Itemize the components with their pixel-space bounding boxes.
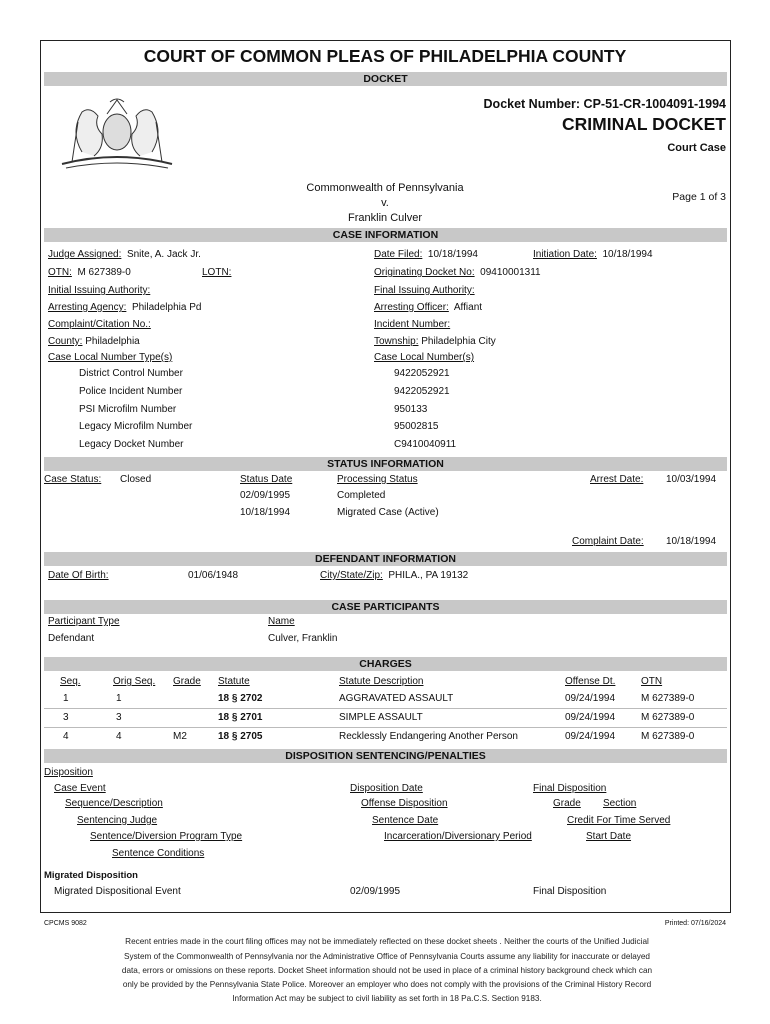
city-state-zip xyxy=(320,570,468,581)
docket-type: CRIMINAL DOCKET xyxy=(562,114,726,134)
charge-header-orig-seq: Orig Seq. xyxy=(113,676,156,687)
initiation-label: Initiation Date: xyxy=(533,249,597,260)
local-number: 950133 xyxy=(394,404,428,415)
charge-seq: 1 xyxy=(63,693,69,704)
docket-number: Docket Number: CP-51-CR-1004091-1994 xyxy=(483,97,726,111)
local-type: Legacy Docket Number xyxy=(79,439,184,450)
county-label: County: xyxy=(48,336,83,347)
sentence-conditions-label: Sentence Conditions xyxy=(112,848,205,859)
processing-status: Completed xyxy=(337,490,386,501)
page-indicator: Page 1 of 3 xyxy=(672,191,726,203)
local-type: Police Incident Number xyxy=(79,386,183,397)
charge-header-grade: Grade xyxy=(173,676,201,687)
disclaimer-line: Recent entries made in the court filing offices may not be immediately reflected on these docket sheets . Neither the courts of the Unified Judicial xyxy=(125,937,649,946)
charge-statute: 18 § 2705 xyxy=(218,731,263,742)
status-date-label: Status Date xyxy=(240,474,293,485)
local-number: C9410040911 xyxy=(394,439,457,450)
date-filed-label: Date Filed: xyxy=(374,249,423,260)
charges-bar: CHARGES xyxy=(44,657,727,671)
status-date: 10/18/1994 xyxy=(240,507,291,518)
township-label: Township: xyxy=(374,336,419,347)
caption-line3: Franklin Culver xyxy=(348,212,422,224)
charge-header-description: Statute Description xyxy=(339,676,424,687)
csz-label: City/State/Zip: xyxy=(320,570,383,581)
arresting-agency xyxy=(48,302,201,313)
processing-status: Migrated Case (Active) xyxy=(337,507,439,518)
disclaimer-line: Information Act may be subject to civil liability as set forth in 18 Pa.C.S. Section 9183. xyxy=(232,994,542,1003)
final-disposition-label: Final Disposition xyxy=(533,783,607,794)
charge-header-statute: Statute xyxy=(218,676,250,687)
charge-header-offense-date: Offense Dt. xyxy=(565,676,616,687)
arresting-agency-value: Philadelphia Pd xyxy=(131,302,202,313)
charge-otn: M 627389-0 xyxy=(641,693,695,704)
judge-value: Snite, A. Jack Jr. xyxy=(126,249,201,260)
local-type: Legacy Microfilm Number xyxy=(79,421,193,432)
disclaimer-line: System of the Commonwealth of Pennsylvania nor the Administrative Office of Pennsylvania Courts assume any liability for inaccurate or delayed xyxy=(124,952,650,961)
section-label: Section xyxy=(603,798,637,809)
disposition-bar: DISPOSITION SENTENCING/PENALTIES xyxy=(44,749,727,763)
judge-label: Judge Assigned: xyxy=(48,249,122,260)
participant-type-label: Participant Type xyxy=(48,616,120,627)
arresting-officer xyxy=(374,302,482,313)
migrated-date: 02/09/1995 xyxy=(350,886,401,897)
orig-docket-value: 09410001311 xyxy=(480,267,541,278)
csz-value: PHILA., PA 19132 xyxy=(388,570,469,581)
date-filed xyxy=(374,249,478,260)
grade-label: Grade xyxy=(553,798,581,809)
charge-header-seq: Seq. xyxy=(60,676,81,687)
incarceration-period-label: Incarceration/Diversionary Period xyxy=(384,831,532,842)
local-number: 95002815 xyxy=(394,421,439,432)
disposition-date-label: Disposition Date xyxy=(350,783,423,794)
sequence-description-label: Sequence/Description xyxy=(65,798,163,809)
charge-description: SIMPLE ASSAULT xyxy=(339,712,423,723)
migrated-final: Final Disposition xyxy=(533,886,607,897)
local-number: 9422052921 xyxy=(394,386,450,397)
case-status-label: Case Status: xyxy=(44,474,102,485)
otn-value: M 627389-0 xyxy=(77,267,131,278)
originating-docket xyxy=(374,267,541,278)
pennsylvania-seal-icon xyxy=(52,92,182,174)
county-value: Philadelphia xyxy=(85,336,140,347)
participant-name-value: Culver, Franklin xyxy=(268,633,338,644)
complaint-citation-label: Complaint/Citation No.: xyxy=(48,319,151,330)
participant-type-value: Defendant xyxy=(48,633,95,644)
date-filed-value: 10/18/1994 xyxy=(427,249,478,260)
charge-grade: M2 xyxy=(173,731,187,742)
charge-offense-date: 09/24/1994 xyxy=(565,712,616,723)
case-information-bar: CASE INFORMATION xyxy=(44,228,727,242)
case-event-label: Case Event xyxy=(54,783,106,794)
charge-description: Recklessly Endangering Another Person xyxy=(339,731,518,742)
sentencing-judge-label: Sentencing Judge xyxy=(77,815,158,826)
caption-line1: Commonwealth of Pennsylvania xyxy=(306,182,464,194)
initiation-value: 10/18/1994 xyxy=(602,249,653,260)
row-divider xyxy=(44,727,727,728)
printed-date: Printed: 07/16/2024 xyxy=(664,920,726,927)
charge-statute: 18 § 2701 xyxy=(218,712,263,723)
case-kind: Court Case xyxy=(667,142,726,154)
offense-disposition-label: Offense Disposition xyxy=(361,798,448,809)
complaint-date-label: Complaint Date: xyxy=(572,536,644,547)
charge-orig-seq: 3 xyxy=(116,712,122,723)
row-divider xyxy=(44,708,727,709)
charge-description: AGGRAVATED ASSAULT xyxy=(339,693,454,704)
arrest-date-value: 10/03/1994 xyxy=(666,474,717,485)
initial-issuing-label: Initial Issuing Authority: xyxy=(48,285,151,296)
arresting-officer-value: Affiant xyxy=(453,302,483,313)
caption-line2: v. xyxy=(381,197,389,209)
dob-label: Date Of Birth: xyxy=(48,570,109,581)
charge-offense-date: 09/24/1994 xyxy=(565,731,616,742)
migrated-event: Migrated Dispositional Event xyxy=(54,886,181,897)
status-date: 02/09/1995 xyxy=(240,490,291,501)
local-type: District Control Number xyxy=(79,368,183,379)
status-information-bar: STATUS INFORMATION xyxy=(44,457,727,471)
local-number: 9422052921 xyxy=(394,368,450,379)
charge-otn: M 627389-0 xyxy=(641,712,695,723)
docket-bar: DOCKET xyxy=(44,72,727,86)
disposition-label: Disposition xyxy=(44,767,93,778)
incident-number-label: Incident Number: xyxy=(374,319,451,330)
initiation-date xyxy=(533,249,653,260)
charge-statute: 18 § 2702 xyxy=(218,693,263,704)
court-title: COURT OF COMMON PLEAS OF PHILADELPHIA COUNTY xyxy=(143,46,627,66)
processing-status-label: Processing Status xyxy=(337,474,418,485)
charge-otn: M 627389-0 xyxy=(641,731,695,742)
charge-seq: 3 xyxy=(63,712,69,723)
township-value: Philadelphia City xyxy=(421,336,496,347)
local-number-type-label: Case Local Number Type(s) xyxy=(48,352,173,363)
complaint-date-value: 10/18/1994 xyxy=(666,536,717,547)
county xyxy=(48,336,140,347)
disclaimer-line: data, errors or omissions on these reports. Docket Sheet information should not be used in place of a criminal history background check which can xyxy=(121,966,653,975)
migrated-disposition-title: Migrated Disposition xyxy=(44,870,138,881)
otn-label: OTN: xyxy=(48,267,72,278)
charge-header-otn: OTN xyxy=(641,676,663,687)
form-id: CPCMS 9082 xyxy=(44,920,87,927)
judge-assigned xyxy=(48,249,201,260)
arrest-date-label: Arrest Date: xyxy=(590,474,644,485)
sentence-date-label: Sentence Date xyxy=(372,815,439,826)
charge-offense-date: 09/24/1994 xyxy=(565,693,616,704)
local-type: PSI Microfilm Number xyxy=(79,404,177,415)
case-participants-bar: CASE PARTICIPANTS xyxy=(44,600,727,614)
final-issuing-label: Final Issuing Authority: xyxy=(374,285,475,296)
orig-docket-label: Originating Docket No: xyxy=(374,267,475,278)
charge-orig-seq: 1 xyxy=(116,693,122,704)
sentence-program-type-label: Sentence/Diversion Program Type xyxy=(90,831,243,842)
arresting-officer-label: Arresting Officer: xyxy=(374,302,449,313)
local-number-label: Case Local Number(s) xyxy=(374,352,475,363)
lotn-label: LOTN: xyxy=(202,267,232,278)
case-status-value: Closed xyxy=(120,474,152,485)
otn xyxy=(48,267,131,278)
start-date-label: Start Date xyxy=(586,831,632,842)
disclaimer-line: only be provided by the Pennsylvania State Police. Moreover an employer who does not comply with the provisions of the Criminal History Record xyxy=(122,980,652,989)
township xyxy=(374,336,496,347)
charge-orig-seq: 4 xyxy=(116,731,122,742)
charge-seq: 4 xyxy=(63,731,69,742)
arresting-agency-label: Arresting Agency: xyxy=(48,302,127,313)
credit-time-served-label: Credit For Time Served xyxy=(567,815,671,826)
participant-name-label: Name xyxy=(268,616,295,627)
dob-value: 01/06/1948 xyxy=(188,570,239,581)
defendant-information-bar: DEFENDANT INFORMATION xyxy=(44,552,727,566)
